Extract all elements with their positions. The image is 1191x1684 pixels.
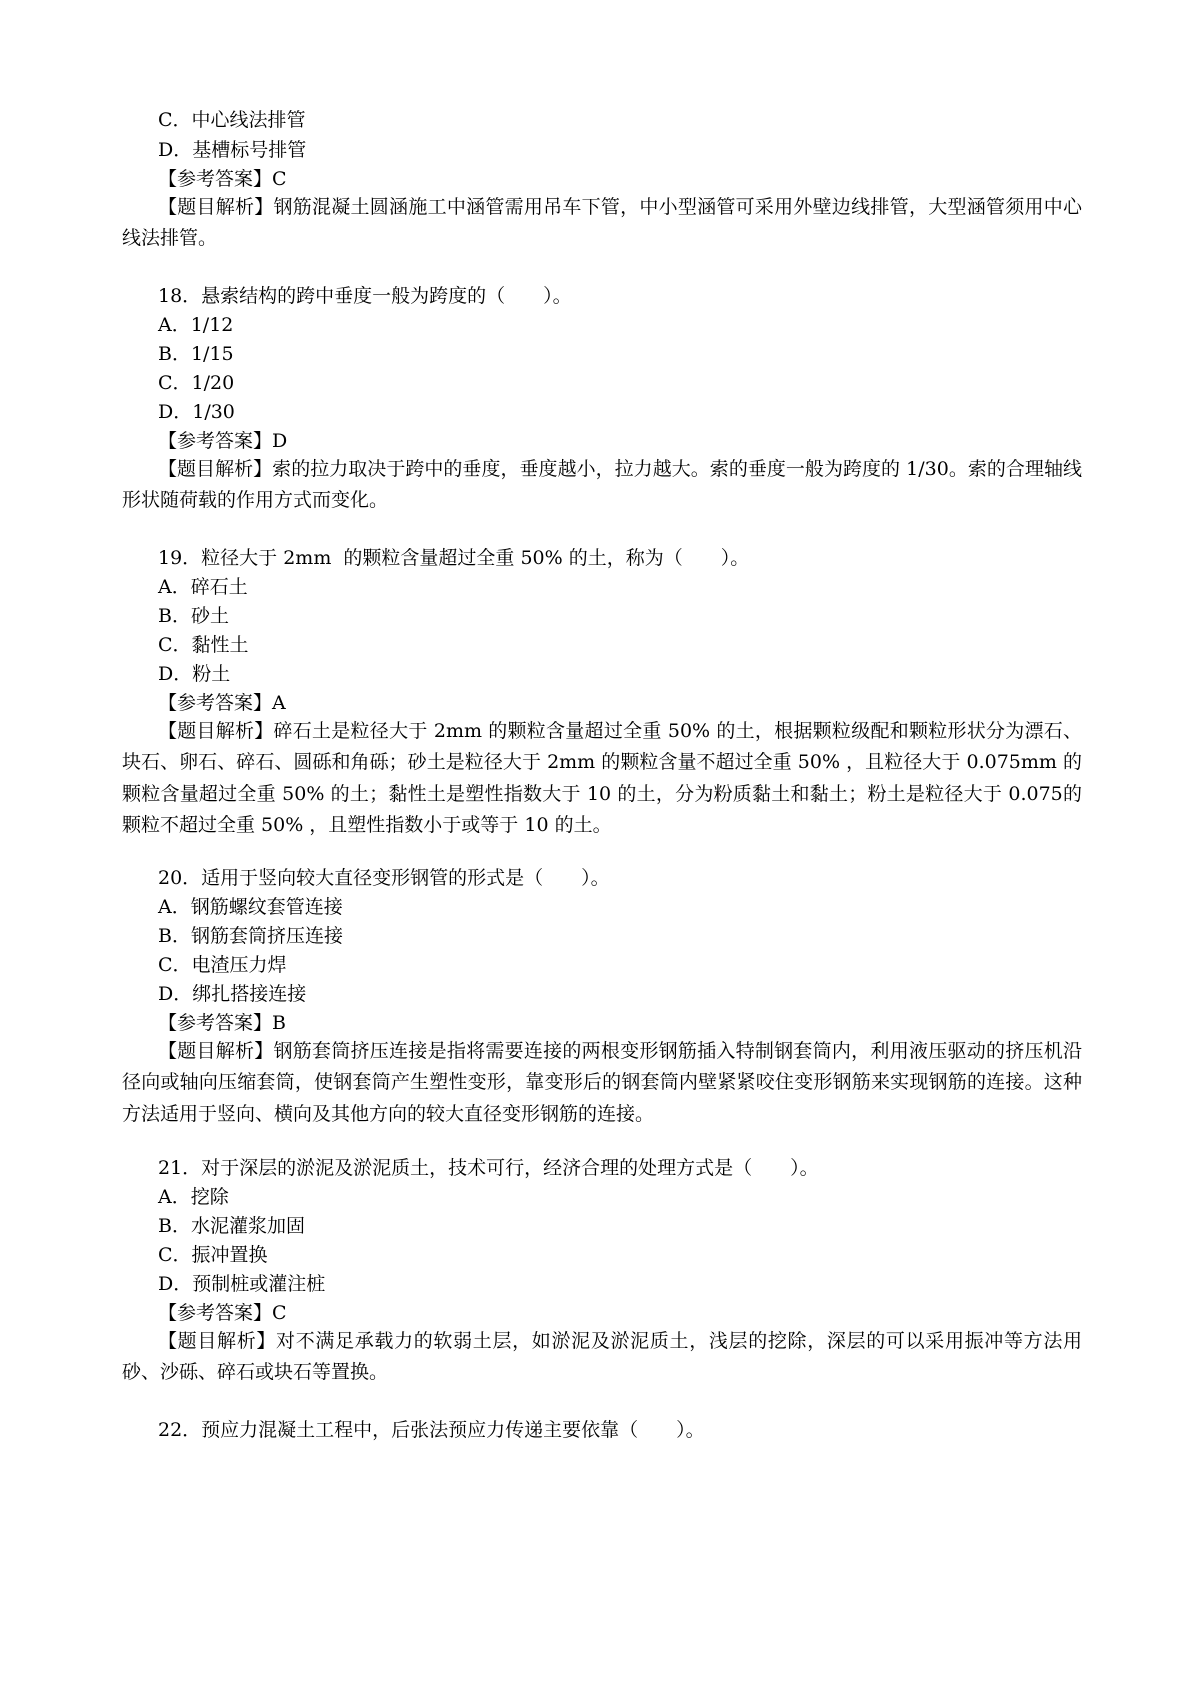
- q18-option-d: D．1/30: [158, 401, 235, 423]
- q21-option-d: D．预制桩或灌注桩: [158, 1273, 326, 1295]
- q17-option-c: C．中心线法排管: [158, 109, 306, 131]
- q21-option-b: B．水泥灌浆加固: [158, 1215, 305, 1237]
- q21-option-a: A．挖除: [158, 1186, 229, 1208]
- q20-answer: 【参考答案】B: [158, 1012, 286, 1034]
- q19-option-d: D．粉土: [158, 663, 231, 685]
- q21-analysis: 【题目解析】对不满足承载力的软弱土层，如淤泥及淤泥质土，浅层的挖除，深层的可以采用振冲等方法用砂、沙砾、碎石或块石等置换。: [122, 1330, 1082, 1384]
- q21-option-c: C．振冲置换: [158, 1244, 268, 1266]
- q20-stem: 20．适用于竖向较大直径变形钢管的形式是（ ）。: [158, 867, 610, 889]
- q17-option-d: D．基槽标号排管: [158, 139, 307, 161]
- q19-analysis: 【题目解析】碎石土是粒径大于 2mm 的颗粒含量超过全重 50% 的土，根据颗粒级配和颗粒形状分为漂石、块石、卵石、碎石、圆砾和角砾；砂土是粒径大于 2mm 的颗粒含量不超过全重 50% ，且粒径大于 0.075mm 的颗粒含量超过全重 50% 的土；黏性土是塑性指数大于 10 的土，分为粉质黏土和黏土；粉土是粒径大于 0.075的颗粒不超过全重 50% ，且塑性指数小于或等于 10 的土。: [122, 720, 1082, 836]
- q18-option-a: A．1/12: [158, 314, 234, 336]
- q19-option-a: A．碎石土: [158, 576, 248, 598]
- q18-analysis: 【题目解析】索的拉力取决于跨中的垂度，垂度越小，拉力越大。索的垂度一般为跨度的 1/30。索的合理轴线形状随荷载的作用方式而变化。: [122, 458, 1082, 512]
- q20-option-d: D．绑扎搭接连接: [158, 983, 307, 1005]
- q20-option-b: B．钢筋套筒挤压连接: [158, 925, 343, 947]
- q20-option-a: A．钢筋螺纹套管连接: [158, 896, 343, 918]
- q20-analysis: 【题目解析】钢筋套筒挤压连接是指将需要连接的两根变形钢筋插入特制钢套筒内，利用液压驱动的挤压机沿径向或轴向压缩套筒，使钢套筒产生塑性变形，靠变形后的钢套筒内壁紧紧咬住变形钢筋来实现钢筋的连接。这种方法适用于竖向、横向及其他方向的较大直径变形钢筋的连接。: [122, 1040, 1082, 1125]
- q17-analysis: 【题目解析】钢筋混凝土圆涵施工中涵管需用吊车下管，中小型涵管可采用外壁边线排管，大型涵管须用中心线法排管。: [122, 196, 1082, 250]
- q18-option-b: B．1/15: [158, 343, 234, 365]
- q19-option-c: C．黏性土: [158, 634, 249, 656]
- q19-option-b: B．砂土: [158, 605, 229, 627]
- q21-answer: 【参考答案】C: [158, 1302, 287, 1324]
- q18-answer: 【参考答案】D: [158, 430, 288, 452]
- q18-option-c: C．1/20: [158, 372, 235, 394]
- q21-stem: 21．对于深层的淤泥及淤泥质土，技术可行，经济合理的处理方式是（ ）。: [158, 1157, 819, 1179]
- q19-stem: 19．粒径大于 2mm 的颗粒含量超过全重 50% 的土，称为（ ）。: [158, 547, 750, 569]
- q20-option-c: C．电渣压力焊: [158, 954, 287, 976]
- q18-stem: 18．悬索结构的跨中垂度一般为跨度的（ ）。: [158, 285, 572, 307]
- q17-answer: 【参考答案】C: [158, 168, 287, 190]
- q19-answer: 【参考答案】A: [158, 692, 286, 714]
- q22-stem: 22．预应力混凝土工程中，后张法预应力传递主要依靠（ ）。: [158, 1419, 705, 1441]
